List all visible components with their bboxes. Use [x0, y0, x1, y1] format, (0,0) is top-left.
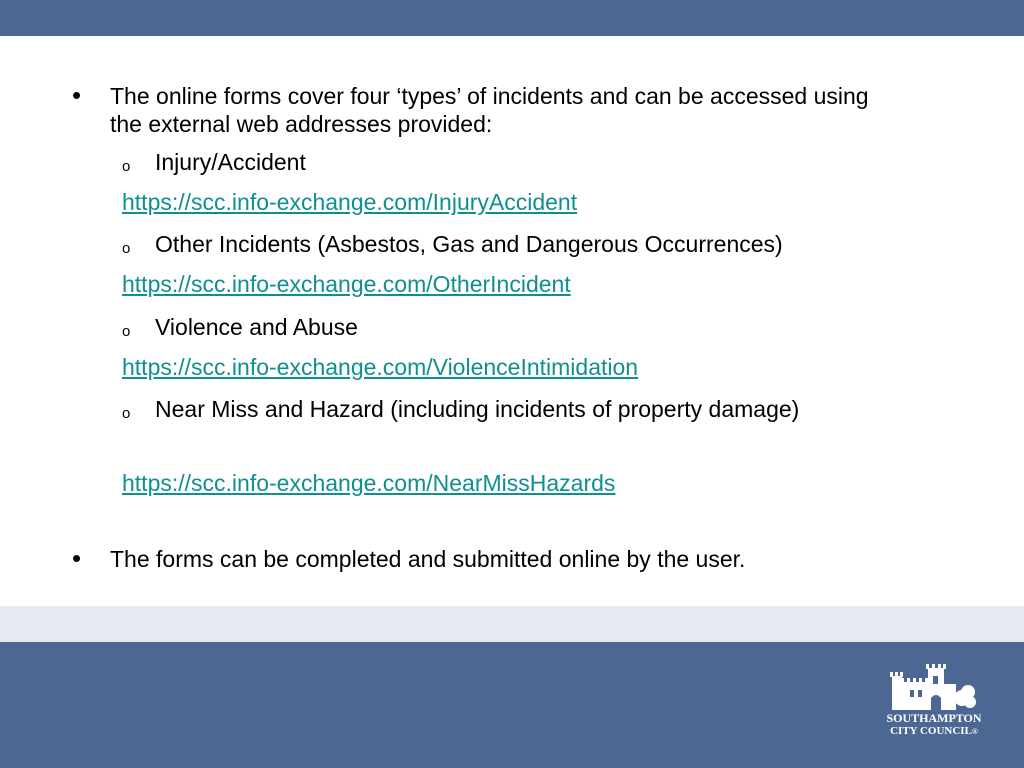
closing-text: The forms can be completed and submitted online by the user.	[110, 546, 746, 572]
logo-line-city-council	[884, 725, 984, 738]
sub-bullet-marker: o	[122, 323, 131, 340]
bullet-marker-closing: •	[72, 543, 82, 573]
council-logo	[884, 712, 984, 738]
incident-type-label: Near Miss and Hazard (including incidents of property damage)	[155, 396, 800, 422]
incident-type-label: Injury/Accident	[155, 149, 306, 175]
intro-text: The online forms cover four ‘types’ of incidents and can be accessed using the external web addresses provided:	[110, 83, 869, 137]
bullet-marker-intro: •	[72, 80, 82, 110]
violence-intimidation-link[interactable]: https://scc.info-exchange.com/ViolenceIntimidation	[122, 354, 639, 380]
injury-accident-link[interactable]: https://scc.info-exchange.com/InjuryAccident	[122, 189, 578, 215]
footer-band	[0, 642, 1024, 768]
sub-bullet-marker: o	[122, 240, 131, 257]
near-miss-hazards-link[interactable]: https://scc.info-exchange.com/NearMissHazards	[122, 470, 616, 496]
logo-city-council-text: CITY COUNCIL	[890, 725, 972, 737]
other-incident-link[interactable]: https://scc.info-exchange.com/OtherIncident	[122, 271, 571, 297]
footer-light-band	[0, 606, 1024, 642]
registered-mark: ®	[971, 727, 978, 736]
sub-bullet-marker: o	[122, 405, 131, 422]
incident-type-label: Other Incidents (Asbestos, Gas and Dangerous Occurrences)	[155, 231, 783, 257]
incident-type-label: Violence and Abuse	[155, 314, 358, 340]
sub-bullet-marker: o	[122, 158, 131, 175]
logo-line-southampton: SOUTHAMPTON	[886, 711, 982, 725]
